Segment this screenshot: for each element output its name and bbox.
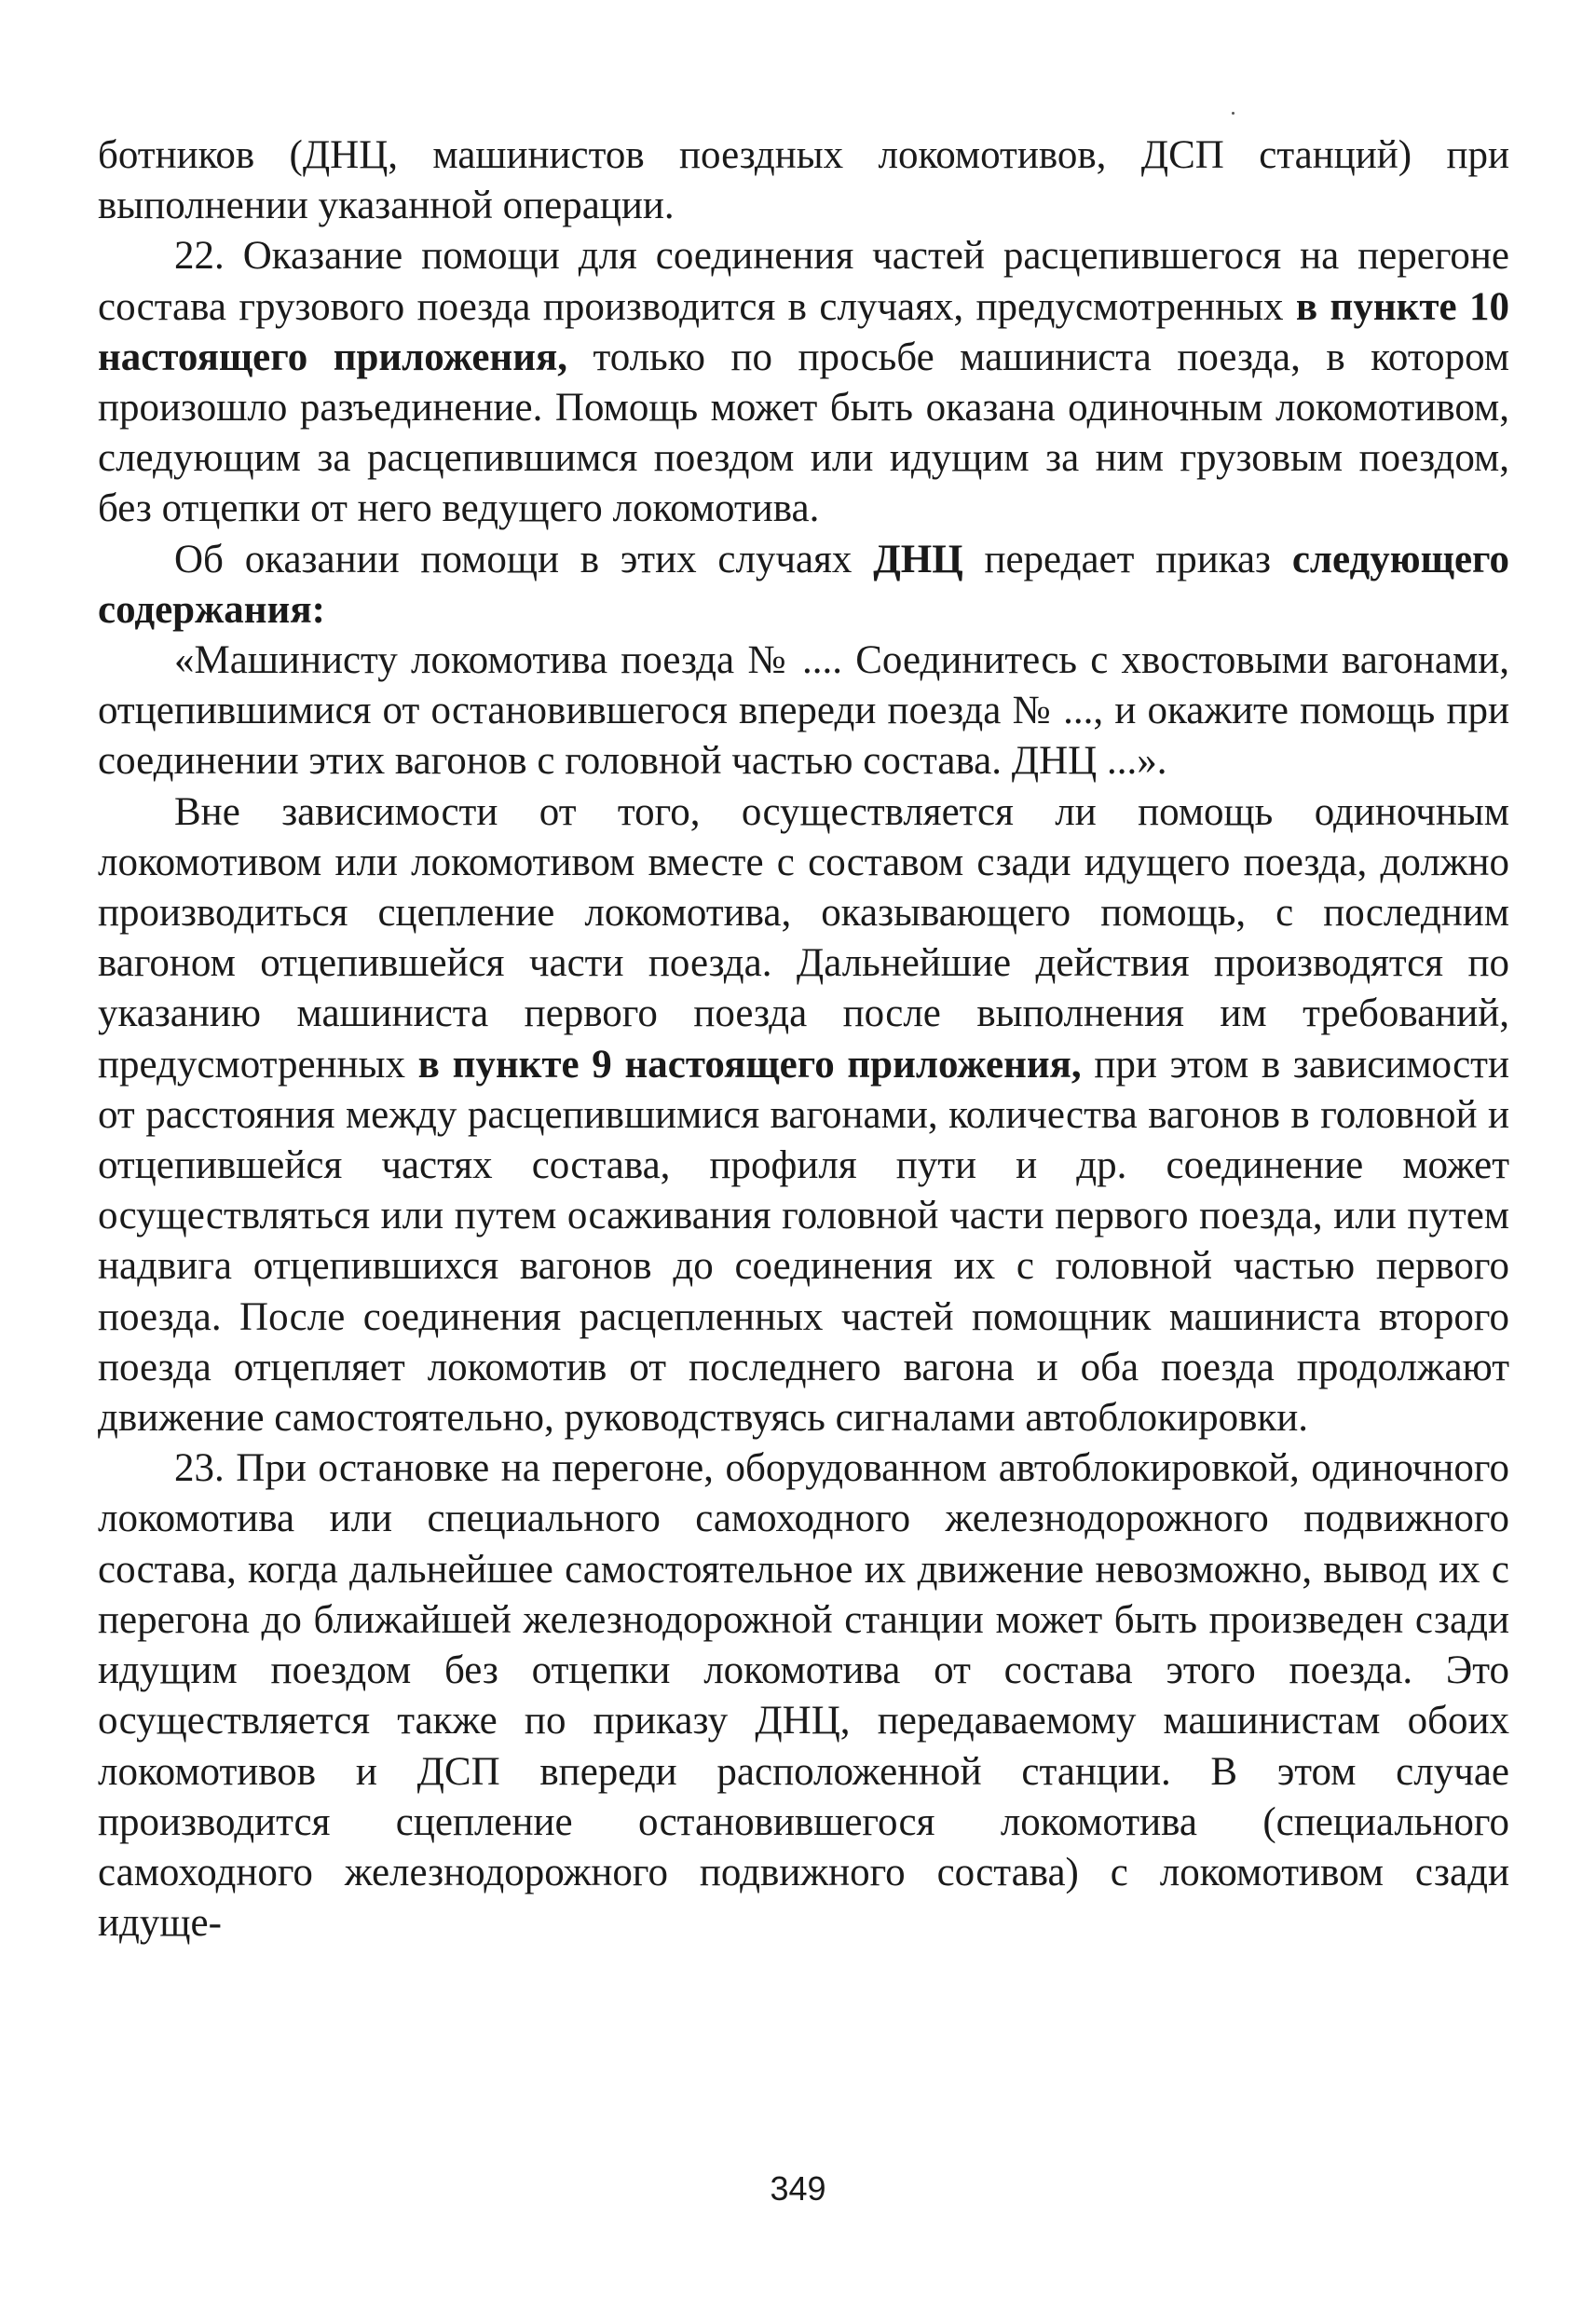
text-run: передает приказ: [962, 537, 1292, 581]
text-run: 22. Оказание помощи для соединения частей расцепившегося на перегоне состава грузового поезда производится в случаях, предусмотренных: [98, 234, 1509, 329]
text-run: только по просьбе машиниста поезда, в котором произошло разъединение. Помощь может быть оказана одиночным локомотивом, следующим за расцепившимся поездом или идущим за ним грузовым поездом, без отцепки от него ведущего локомотива.: [98, 335, 1509, 531]
paragraph-5: [98, 787, 1509, 1444]
text-run: ботников (ДНЦ, машинистов поездных локомотивов, ДСП станций) при выполнении указанной операции.: [98, 133, 1509, 228]
page-number: 349: [770, 2169, 826, 2208]
bold-text: в пункте 10 настоящего приложения,: [98, 284, 1509, 379]
text-run: 23. При остановке на перегоне, оборудованном автоблокировкой, одиночного локомотива или специального самоходного железнодорожного подвижного состава, когда дальнейшее самостоятельное их движение невозможно, вывод их с перегона до ближайшей железнодорожной станции может быть произведен сзади идущим поездом без отцепки локомотива от состава этого поезда. Это осуществляется также по приказу ДНЦ, передаваемому машинистам обоих локомотивов и ДСП впереди расположенной станции. В этом случае производится сцепление остановившегося локомотива (специального самоходного железнодорожного подвижного состава) с локомотивом сзади идуще-: [98, 1446, 1509, 1946]
bold-text: ДНЦ: [873, 537, 963, 581]
paragraph-1: [98, 130, 1509, 231]
paragraph-6: [98, 1443, 1509, 1949]
bold-text: в пункте 9 настоящего приложения,: [417, 1042, 1082, 1087]
scan-speck: [1232, 112, 1235, 115]
text-run: Вне зависимости от того, осуществляется ли помощь одиночным локомотивом или локомотивом вместе с составом сзади идущего поезда, должно производиться сцепление локомотива, оказывающего помощь, с последним вагоном отцепившейся части поезда. Дальнейшие действия производятся по указанию машиниста первого поезда после выполнения им требований, предусмотренных: [98, 789, 1509, 1087]
paragraph-3: [98, 535, 1509, 636]
text-run: при этом в зависимости от расстояния между расцепившимися вагонами, количества вагонов в головной и отцепившейся частях состава, профиля пути и др. соединение может осуществляться или путем осаживания головной части первого поезда, или путем надвига отцепившихся вагонов до соединения их с головной частью первого поезда. После соединения расцепленных частей помощник машиниста второго поезда отцепляет локомотив от последнего вагона и оба поезда продолжают движение самостоятельно, руководствуясь сигналами автоблокировки.: [98, 1042, 1509, 1441]
body-text: [98, 130, 1509, 1949]
paragraph-4: [98, 636, 1509, 787]
paragraph-2: [98, 231, 1509, 534]
text-run: Об оказании помощи в этих случаях: [174, 537, 874, 581]
text-run: «Машинисту локомотива поезда № .... Соединитесь с хвостовыми вагонами, отцепившимися от остановившегося впереди поезда № ..., и окажите помощь при соединении этих вагонов с головной частью состава. ДНЦ ...».: [98, 638, 1509, 784]
bold-text: следующего содержания:: [98, 537, 1509, 632]
